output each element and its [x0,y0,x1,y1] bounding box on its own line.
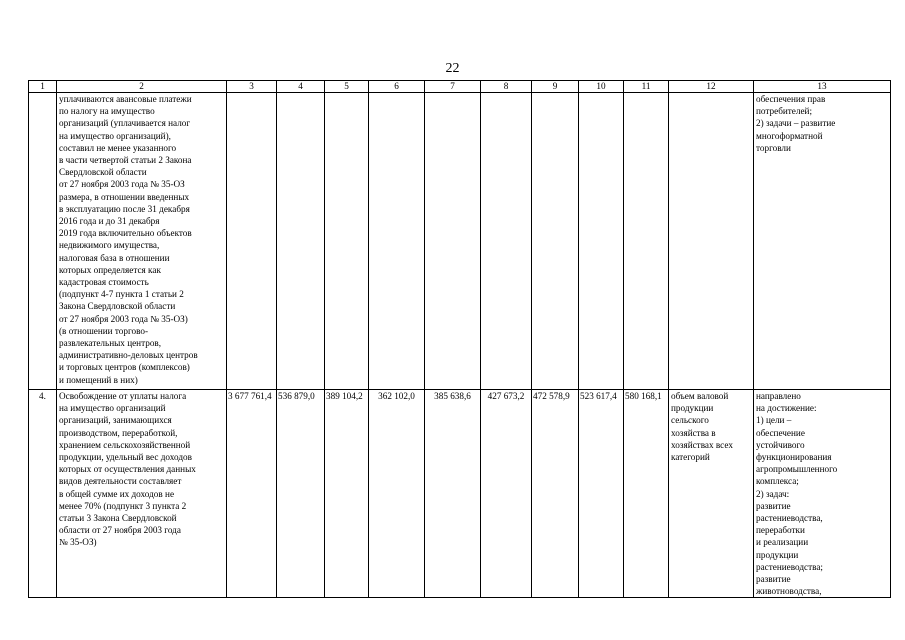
row-number: 4. [29,390,57,598]
value-col-9: 472 578,9 [532,390,579,598]
column-header-1: 1 [29,81,57,93]
column-header-8: 8 [481,81,532,93]
page-number: 22 [445,61,460,76]
table-row [29,390,891,598]
value-col-9 [532,93,579,390]
column-header-3: 3 [227,81,277,93]
value-col-7 [425,93,481,390]
column-header-13: 13 [754,81,891,93]
goals-description: обеспечения прав потребителей; 2) задачи – развитие многоформатной торговли [754,93,891,390]
column-header-11: 11 [624,81,669,93]
value-col-6 [369,93,425,390]
table-row [29,93,891,390]
column-header-6: 6 [369,81,425,93]
column-header-5: 5 [325,81,369,93]
value-col-3: 3 677 761,4 [227,390,277,598]
value-col-10: 523 617,4 [579,390,624,598]
indicator-description: объем валовой продукции сельского хозяйства в хозяйствах всех категорий [669,390,754,598]
value-col-11: 580 168,1 [624,390,669,598]
goals-description: направлено на достижение: 1) цели – обеспечение устойчивого функционирования агропромышленного комплекса; 2) задач: развитие растениеводства, переработки и реализации продукции растениеводства; развитие животноводства, [754,390,891,598]
value-col-3 [227,93,277,390]
row-number [29,93,57,390]
value-col-5 [325,93,369,390]
column-header-4: 4 [277,81,325,93]
column-header-12: 12 [669,81,754,93]
tax-benefits-table [28,80,891,598]
value-col-8 [481,93,532,390]
benefit-description: Освобождение от уплаты налога на имущество организаций организаций, занимающихся производством, переработкой, хранением сельскохозяйственной продукции, удельный вес доходов которых от осуществления данных видов деятельности составляет в общей сумме их доходов не менее 70% (подпункт 3 пункта 2 статьи 3 Закона Свердловской области от 27 ноября 2003 года № 35-ОЗ) [57,390,227,598]
column-header-7: 7 [425,81,481,93]
value-col-5: 389 104,2 [325,390,369,598]
value-col-7: 385 638,6 [425,390,481,598]
column-header-2: 2 [57,81,227,93]
value-col-10 [579,93,624,390]
value-col-11 [624,93,669,390]
value-col-6: 362 102,0 [369,390,425,598]
value-col-8: 427 673,2 [481,390,532,598]
column-header-10: 10 [579,81,624,93]
column-header-9: 9 [532,81,579,93]
value-col-4: 536 879,0 [277,390,325,598]
table-header-row [29,81,891,93]
value-col-4 [277,93,325,390]
benefit-description: уплачиваются авансовые платежи по налогу на имущество организаций (уплачивается налог на имущество организаций), составил не менее указанного в части четвертой статьи 2 Закона Свердловской области от 27 ноября 2003 года № 35-ОЗ размера, в отношении введенных в эксплуатацию после 31 декабря 2016 года и до 31 декабря 2019 года включительно объектов недвижимого имущества, налоговая база в отношении которых определяется как кадастровая стоимость (подпункт 4-7 пункта 1 статьи 2 Закона Свердловской области от 27 ноября 2003 года № 35-ОЗ) (в отношении торгово- развлекательных центров, административно-деловых центров и торговых центров (комплексов) и помещений в них) [57,93,227,390]
indicator-description [669,93,754,390]
